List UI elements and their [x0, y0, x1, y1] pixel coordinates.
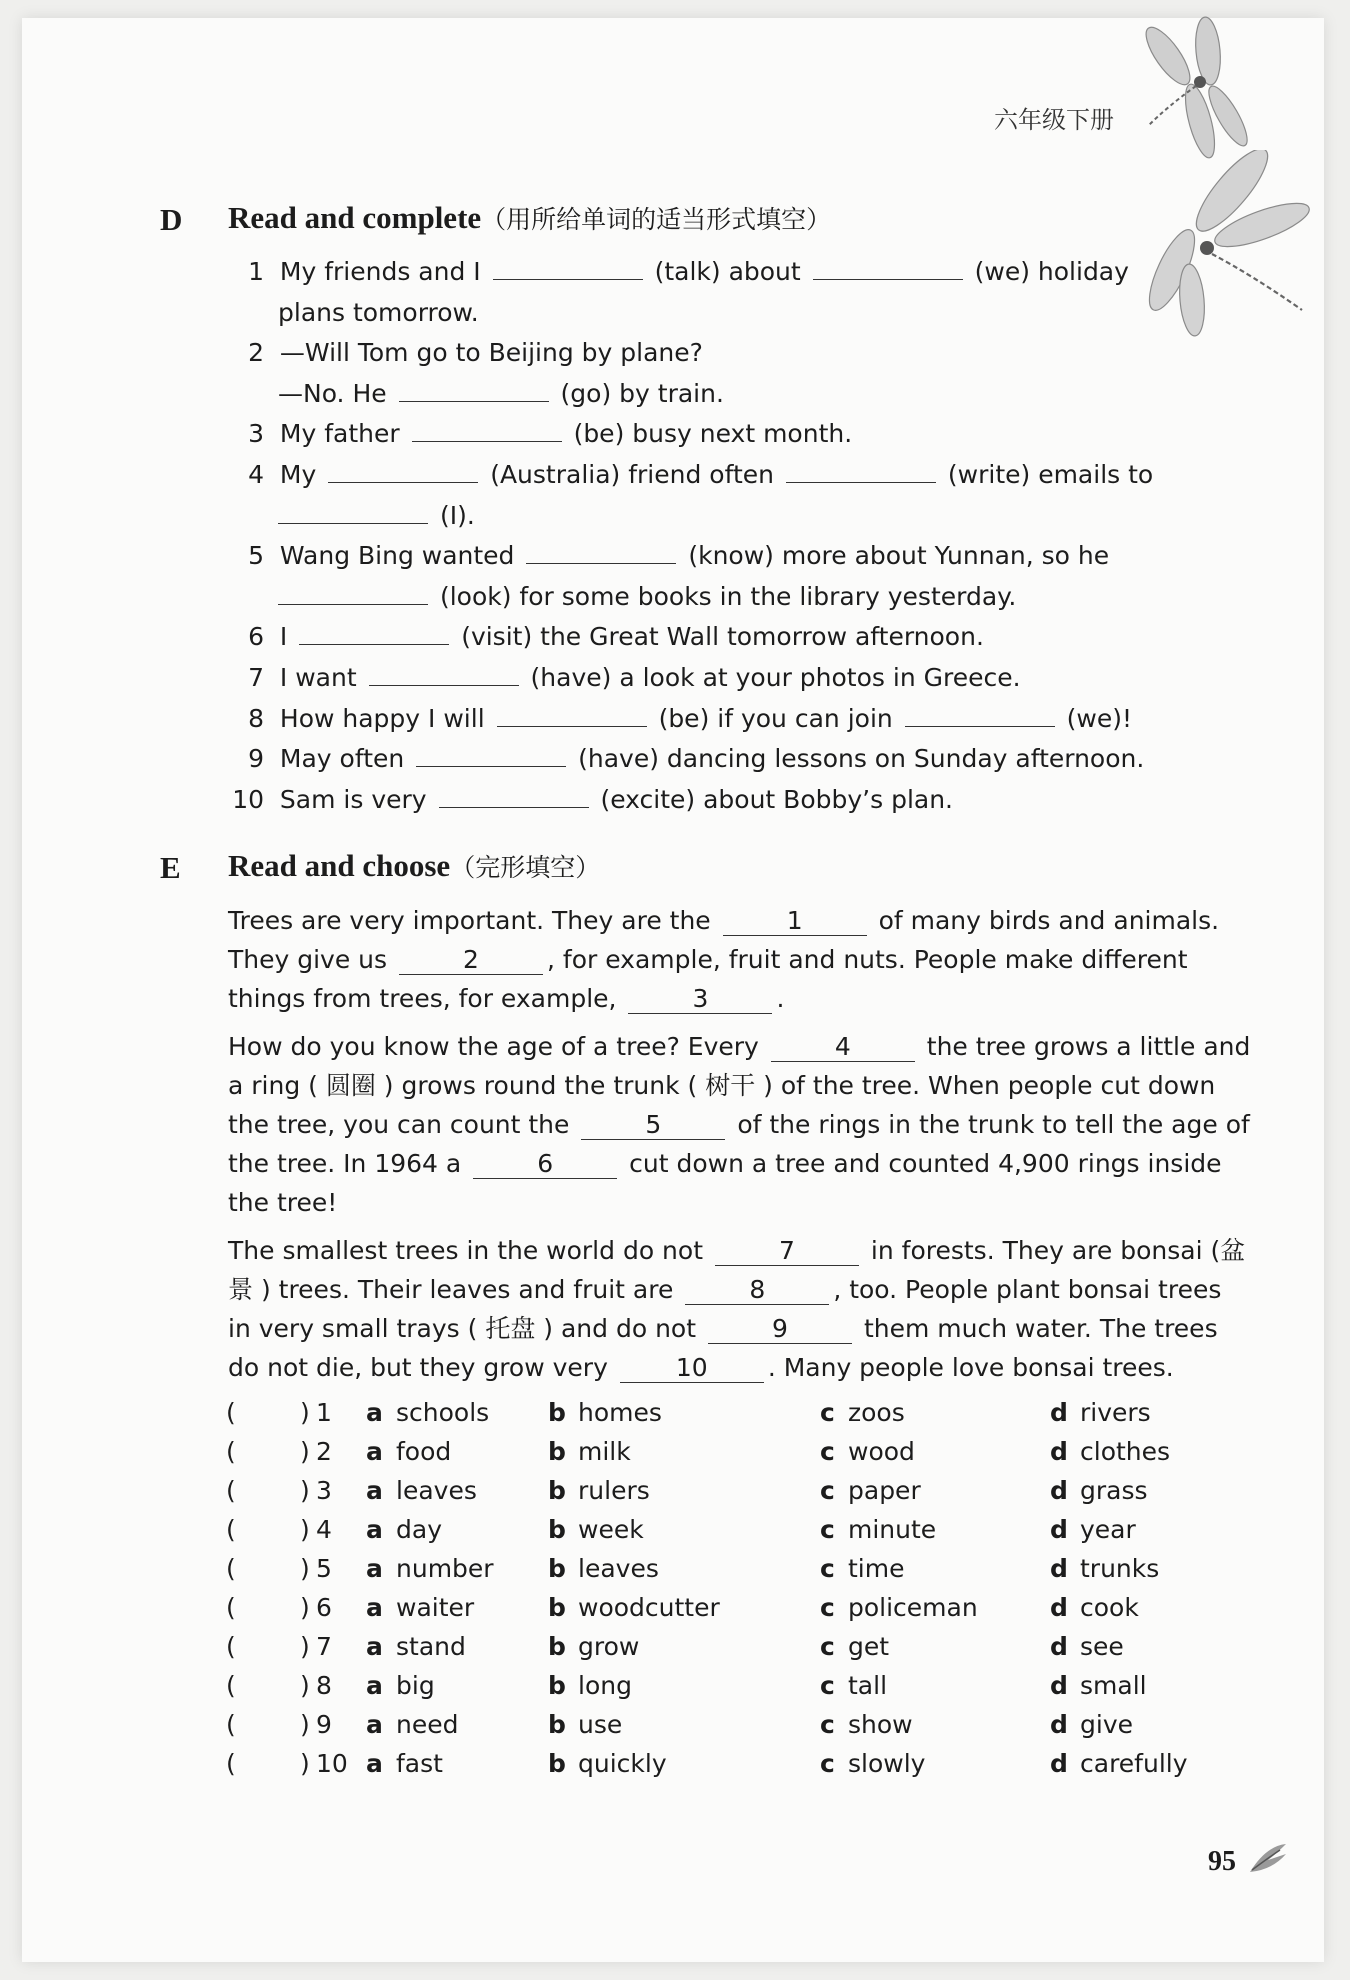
- d-item-7: [238, 661, 1021, 695]
- choice-row: [0, 1710, 1350, 1744]
- option-a: big: [396, 1671, 435, 1700]
- passage-text: , for example, fruit and nuts. People make different: [547, 945, 1188, 974]
- option-letter-c: c: [820, 1476, 835, 1505]
- option-d: trunks: [1080, 1554, 1160, 1583]
- answer-blank[interactable]: [399, 377, 549, 402]
- d-item-9: [238, 742, 1144, 776]
- cloze-blank[interactable]: 10: [620, 1354, 764, 1383]
- d-item-2: [238, 336, 703, 370]
- e-p1-line3: [228, 982, 784, 1016]
- answer-slot[interactable]: [240, 1595, 296, 1625]
- item-text: —No. He: [278, 379, 387, 408]
- item-text: My friends and I: [279, 257, 481, 286]
- option-letter-a: a: [366, 1671, 383, 1700]
- option-c: paper: [848, 1476, 921, 1505]
- item-text: (be) busy next month.: [573, 419, 853, 448]
- choice-number: 8: [316, 1671, 332, 1700]
- cloze-blank[interactable]: 1: [723, 907, 867, 936]
- passage-text: the tree, you can count the: [228, 1110, 570, 1139]
- option-d: clothes: [1080, 1437, 1171, 1466]
- answer-paren-close: ): [300, 1476, 310, 1505]
- option-b: grow: [578, 1632, 640, 1661]
- item-number: 10: [232, 785, 264, 814]
- option-a: food: [396, 1437, 452, 1466]
- answer-slot[interactable]: [240, 1634, 296, 1664]
- answer-paren-close: ): [300, 1515, 310, 1544]
- answer-blank[interactable]: [416, 742, 566, 767]
- section-d-letter: D: [160, 202, 183, 237]
- option-letter-d: d: [1050, 1593, 1068, 1622]
- item-number: 2: [248, 338, 264, 367]
- cloze-blank[interactable]: 2: [399, 946, 543, 975]
- option-letter-b: b: [548, 1515, 566, 1544]
- d-item-4: [238, 458, 1153, 492]
- d-item-6: [238, 620, 984, 654]
- option-letter-a: a: [366, 1398, 383, 1427]
- answer-blank[interactable]: [369, 661, 519, 686]
- answer-paren-close: ): [300, 1398, 310, 1427]
- option-letter-b: b: [548, 1398, 566, 1427]
- answer-blank[interactable]: [299, 620, 449, 645]
- e-p3-line4: [228, 1351, 1174, 1385]
- answer-paren-close: ): [300, 1437, 310, 1466]
- section-e-title: Read and choose: [228, 848, 451, 883]
- option-b: quickly: [578, 1749, 667, 1778]
- option-a: need: [396, 1710, 459, 1739]
- item-text: (we)!: [1066, 704, 1132, 733]
- option-letter-c: c: [820, 1437, 835, 1466]
- option-d: year: [1080, 1515, 1136, 1544]
- e-p3-line1: [228, 1234, 1245, 1268]
- cloze-blank[interactable]: 4: [771, 1033, 915, 1062]
- passage-text: do not die, but they grow very: [228, 1353, 608, 1382]
- item-text: plans tomorrow.: [278, 298, 479, 327]
- option-letter-b: b: [548, 1710, 566, 1739]
- answer-slot[interactable]: [240, 1712, 296, 1742]
- option-letter-c: c: [820, 1398, 835, 1427]
- passage-text: them much water. The trees: [863, 1314, 1218, 1343]
- option-letter-a: a: [366, 1710, 383, 1739]
- option-letter-c: c: [820, 1554, 835, 1583]
- choice-number: 6: [316, 1593, 332, 1622]
- item-text: Wang Bing wanted: [279, 541, 515, 570]
- option-letter-d: d: [1050, 1632, 1068, 1661]
- e-p2-line2: [228, 1069, 1215, 1103]
- cloze-blank[interactable]: 8: [685, 1276, 829, 1305]
- option-b: leaves: [578, 1554, 659, 1583]
- option-a: waiter: [396, 1593, 475, 1622]
- option-d: grass: [1080, 1476, 1148, 1505]
- answer-slot[interactable]: [240, 1439, 296, 1469]
- e-p1-line2: [228, 943, 1188, 977]
- choice-number: 9: [316, 1710, 332, 1739]
- option-letter-a: a: [366, 1632, 383, 1661]
- answer-paren-close: ): [300, 1593, 310, 1622]
- answer-blank[interactable]: [493, 255, 643, 280]
- cloze-blank[interactable]: 9: [708, 1315, 852, 1344]
- choice-row: [0, 1632, 1350, 1666]
- answer-blank[interactable]: [905, 702, 1055, 727]
- d-item-1-cont: [278, 296, 479, 330]
- item-text: (Australia) friend often: [490, 460, 774, 489]
- item-number: 9: [248, 744, 264, 773]
- answer-slot[interactable]: [240, 1751, 296, 1781]
- answer-slot[interactable]: [240, 1673, 296, 1703]
- d-item-2-answer: [278, 377, 724, 411]
- item-text: (know) more about Yunnan, so he: [688, 541, 1110, 570]
- passage-text: of many birds and animals.: [878, 906, 1220, 935]
- option-b: rulers: [578, 1476, 650, 1505]
- option-letter-a: a: [366, 1554, 383, 1583]
- option-letter-a: a: [366, 1593, 383, 1622]
- answer-blank[interactable]: [278, 499, 428, 524]
- answer-paren-close: ): [300, 1710, 310, 1739]
- e-p1-line1: [228, 904, 1219, 938]
- cloze-blank[interactable]: 3: [628, 985, 772, 1014]
- option-a: schools: [396, 1398, 490, 1427]
- option-letter-c: c: [820, 1515, 835, 1544]
- dragonfly-side-illustration: [1132, 150, 1312, 370]
- option-b: long: [578, 1671, 632, 1700]
- answer-slot[interactable]: [240, 1478, 296, 1508]
- section-d-heading: [228, 200, 831, 236]
- passage-text: They give us: [228, 945, 388, 974]
- option-d: give: [1080, 1710, 1133, 1739]
- passage-text: Trees are very important. They are the: [228, 906, 711, 935]
- item-text: —Will Tom go to Beijing by plane?: [279, 338, 703, 367]
- option-c: show: [848, 1710, 913, 1739]
- item-text: (write) emails to: [947, 460, 1154, 489]
- item-number: 6: [248, 622, 264, 651]
- choice-number: 3: [316, 1476, 332, 1505]
- section-e-heading: [228, 848, 600, 884]
- option-letter-d: d: [1050, 1710, 1068, 1739]
- item-text: Sam is very: [279, 785, 427, 814]
- cloze-blank[interactable]: 6: [473, 1150, 617, 1179]
- option-b: milk: [578, 1437, 631, 1466]
- passage-text: The smallest trees in the world do not: [228, 1236, 703, 1265]
- answer-paren-close: ): [300, 1671, 310, 1700]
- item-text: My father: [279, 419, 400, 448]
- answer-paren-open: (: [226, 1515, 236, 1544]
- answer-blank[interactable]: [813, 255, 963, 280]
- option-letter-b: b: [548, 1632, 566, 1661]
- option-letter-b: b: [548, 1476, 566, 1505]
- option-letter-d: d: [1050, 1437, 1068, 1466]
- option-d: carefully: [1080, 1749, 1188, 1778]
- option-b: use: [578, 1710, 623, 1739]
- answer-slot[interactable]: [240, 1400, 296, 1430]
- choice-row: [0, 1437, 1350, 1471]
- choice-number: 1: [316, 1398, 332, 1427]
- option-a: day: [396, 1515, 442, 1544]
- answer-slot[interactable]: [240, 1556, 296, 1586]
- cloze-blank[interactable]: 7: [715, 1237, 859, 1266]
- item-text: My: [279, 460, 317, 489]
- item-text: I: [279, 622, 288, 651]
- passage-text: a ring ( 圆圈 ) grows round the trunk ( 树干 ) of the tree. When people cut down: [228, 1071, 1216, 1100]
- option-d: small: [1080, 1671, 1147, 1700]
- passage-text: the tree grows a little and: [926, 1032, 1251, 1061]
- item-number: 8: [248, 704, 264, 733]
- answer-slot[interactable]: [240, 1517, 296, 1547]
- option-letter-a: a: [366, 1515, 383, 1544]
- passage-text: , too. People plant bonsai trees: [833, 1275, 1222, 1304]
- e-p3-line3: [228, 1312, 1218, 1346]
- answer-blank[interactable]: [328, 458, 478, 483]
- section-e-letter: E: [160, 850, 181, 885]
- choice-number: 7: [316, 1632, 332, 1661]
- e-p3-line2: [228, 1273, 1221, 1307]
- choice-number: 10: [316, 1749, 348, 1778]
- answer-blank[interactable]: [526, 539, 676, 564]
- option-b: homes: [578, 1398, 662, 1427]
- item-text: (we) holiday: [974, 257, 1129, 286]
- answer-paren-open: (: [226, 1593, 236, 1622]
- option-d: cook: [1080, 1593, 1139, 1622]
- choice-row: [0, 1476, 1350, 1510]
- choice-row: [0, 1515, 1350, 1549]
- option-b: woodcutter: [578, 1593, 720, 1622]
- answer-paren-close: ): [300, 1632, 310, 1661]
- item-text: (go) by train.: [560, 379, 724, 408]
- e-p2-line3: [228, 1108, 1250, 1142]
- option-letter-b: b: [548, 1671, 566, 1700]
- option-letter-d: d: [1050, 1671, 1068, 1700]
- item-text: (talk) about: [654, 257, 801, 286]
- option-letter-b: b: [548, 1437, 566, 1466]
- answer-blank[interactable]: [497, 702, 647, 727]
- item-text: (be) if you can join: [658, 704, 893, 733]
- choice-number: 4: [316, 1515, 332, 1544]
- answer-paren-open: (: [226, 1671, 236, 1700]
- e-p2-line5: [228, 1186, 337, 1220]
- option-c: minute: [848, 1515, 937, 1544]
- option-letter-b: b: [548, 1749, 566, 1778]
- grade-label: 六年级下册: [994, 106, 1114, 134]
- item-text: (excite) about Bobby’s plan.: [600, 785, 953, 814]
- d-item-5-cont: [274, 580, 1016, 614]
- answer-paren-open: (: [226, 1710, 236, 1739]
- answer-paren-open: (: [226, 1554, 236, 1583]
- option-a: fast: [396, 1749, 443, 1778]
- option-d: rivers: [1080, 1398, 1151, 1427]
- option-c: tall: [848, 1671, 888, 1700]
- item-text: (look) for some books in the library yesterday.: [439, 582, 1017, 611]
- dragonfly-top-illustration: [1128, 16, 1258, 166]
- option-letter-d: d: [1050, 1476, 1068, 1505]
- option-c: wood: [848, 1437, 915, 1466]
- item-text: (visit) the Great Wall tomorrow afternoon.: [461, 622, 984, 651]
- option-letter-d: d: [1050, 1749, 1068, 1778]
- choice-row: [0, 1554, 1350, 1588]
- option-a: number: [396, 1554, 494, 1583]
- option-letter-a: a: [366, 1749, 383, 1778]
- option-letter-b: b: [548, 1593, 566, 1622]
- d-item-1: [238, 255, 1129, 289]
- answer-blank[interactable]: [278, 580, 428, 605]
- section-e-title-cn: （完形填空）: [450, 853, 601, 882]
- answer-blank[interactable]: [786, 458, 936, 483]
- option-letter-d: d: [1050, 1515, 1068, 1544]
- answer-paren-open: (: [226, 1632, 236, 1661]
- d-item-10: [224, 783, 953, 817]
- answer-paren-open: (: [226, 1476, 236, 1505]
- passage-text: of the rings in the trunk to tell the age of: [737, 1110, 1250, 1139]
- answer-paren-open: (: [226, 1398, 236, 1427]
- option-letter-c: c: [820, 1671, 835, 1700]
- item-text: (I).: [439, 501, 475, 530]
- passage-text: cut down a tree and counted 4,900 rings inside: [629, 1149, 1222, 1178]
- passage-text: in very small trays ( 托盘 ) and do not: [228, 1314, 697, 1343]
- e-p2-line4: [228, 1147, 1222, 1181]
- option-letter-c: c: [820, 1749, 835, 1778]
- answer-blank[interactable]: [439, 783, 589, 808]
- option-a: stand: [396, 1632, 466, 1661]
- option-c: policeman: [848, 1593, 978, 1622]
- answer-paren-close: ): [300, 1749, 310, 1778]
- option-letter-d: d: [1050, 1554, 1068, 1583]
- item-text: May often: [279, 744, 405, 773]
- d-item-5: [238, 539, 1109, 573]
- option-letter-a: a: [366, 1476, 383, 1505]
- page-number: 95: [1208, 1846, 1236, 1877]
- passage-text: .: [776, 984, 785, 1013]
- option-a: leaves: [396, 1476, 477, 1505]
- option-letter-a: a: [366, 1437, 383, 1466]
- item-text: How happy I will: [279, 704, 485, 733]
- passage-text: . Many people love bonsai trees.: [767, 1353, 1174, 1382]
- choice-row: [0, 1671, 1350, 1705]
- option-d: see: [1080, 1632, 1124, 1661]
- answer-paren-open: (: [226, 1749, 236, 1778]
- passage-text: in forests. They are bonsai (盆: [870, 1236, 1246, 1265]
- section-d-title-cn: （用所给单词的适当形式填空）: [481, 205, 832, 234]
- leaf-icon: [1246, 1840, 1290, 1876]
- item-number: 1: [248, 257, 264, 286]
- passage-text: 景 ) trees. Their leaves and fruit are: [228, 1275, 674, 1304]
- passage-text: things from trees, for example,: [228, 984, 617, 1013]
- choice-row: [0, 1398, 1350, 1432]
- d-item-3: [238, 417, 852, 451]
- answer-paren-close: ): [300, 1554, 310, 1583]
- option-letter-b: b: [548, 1554, 566, 1583]
- passage-text: How do you know the age of a tree? Every: [228, 1032, 759, 1061]
- item-number: 3: [248, 419, 264, 448]
- item-number: 5: [248, 541, 264, 570]
- choice-row: [0, 1749, 1350, 1783]
- option-letter-d: d: [1050, 1398, 1068, 1427]
- option-c: slowly: [848, 1749, 926, 1778]
- passage-text: the tree. In 1964 a: [228, 1149, 462, 1178]
- item-text: (have) a look at your photos in Greece.: [530, 663, 1021, 692]
- item-text: (have) dancing lessons on Sunday afternoon.: [578, 744, 1145, 773]
- d-item-4-cont: [274, 499, 475, 533]
- item-text: I want: [279, 663, 357, 692]
- d-item-8: [238, 702, 1132, 736]
- section-d-title: Read and complete: [228, 200, 482, 235]
- choice-number: 5: [316, 1554, 332, 1583]
- option-c: get: [848, 1632, 890, 1661]
- passage-text: the tree!: [228, 1188, 338, 1217]
- answer-paren-open: (: [226, 1437, 236, 1466]
- option-letter-c: c: [820, 1710, 835, 1739]
- choice-row: [0, 1593, 1350, 1627]
- answer-blank[interactable]: [412, 417, 562, 442]
- e-p2-line1: [228, 1030, 1250, 1064]
- item-number: 7: [248, 663, 264, 692]
- option-letter-c: c: [820, 1632, 835, 1661]
- option-c: zoos: [848, 1398, 905, 1427]
- item-number: 4: [248, 460, 264, 489]
- cloze-blank[interactable]: 5: [581, 1111, 725, 1140]
- choice-number: 2: [316, 1437, 332, 1466]
- option-b: week: [578, 1515, 644, 1544]
- option-c: time: [848, 1554, 905, 1583]
- option-letter-c: c: [820, 1593, 835, 1622]
